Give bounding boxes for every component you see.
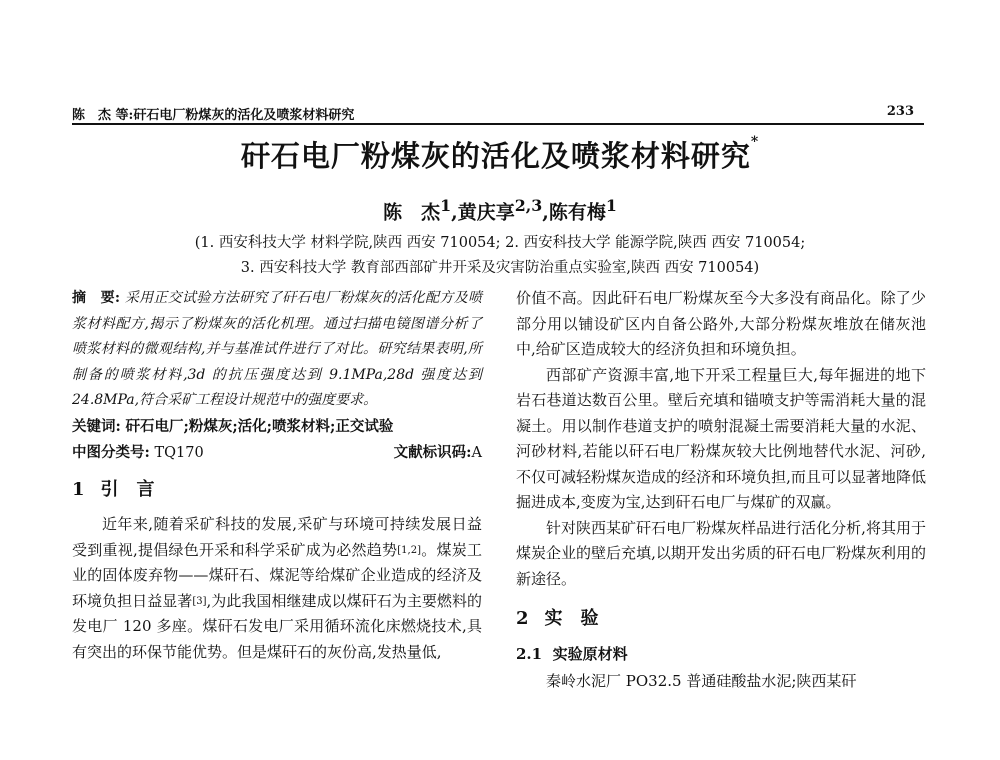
intro-text-c: ,为此我国相继建成以煤矸石为主要燃料的发电厂 120 多座。煤矸石发电厂采用循环流化床燃烧技术,具有突出的环保节能优势。但是煤矸石的灰份高,发热量低, [72, 591, 482, 661]
abstract-text: 采用正交试验方法研究了矸石电厂粉煤灰的活化配方及喷浆材料配方,揭示了粉煤灰的活化机理。通过扫描电镜图谱分析了喷浆材料的微观结构,并与基准试件进行了对比。研究结果表明,所制备的喷浆材料,3d 的抗压强度达到 9.1MPa,28d 强度达到 24.8MPa,符合采矿工程设计规范中的强度要求。 [72, 290, 483, 408]
header-rule [72, 123, 924, 125]
abstract [72, 286, 482, 414]
author-separator: , [451, 201, 458, 224]
citation-ref: [3] [192, 595, 207, 607]
section-1-heading [72, 477, 482, 503]
section-1-title: 引 言 [100, 478, 155, 500]
abstract-label: 摘 要: [72, 290, 121, 306]
subsection-number: 2.1 [516, 644, 543, 663]
subsection-title: 实验原材料 [552, 644, 628, 663]
paper-title-text: 矸石电厂粉煤灰的活化及喷浆材料研究 [240, 139, 751, 173]
paragraph: 价值不高。因此矸石电厂粉煤灰至今大多没有商品化。除了少部分用以铺设矿区内自备公路外,大部分粉煤灰堆放在储灰池中,给矿区造成较大的经济负担和环境负担。 [516, 289, 926, 358]
affiliation-line-2: 3. 西安科技大学 教育部西部矿井开采及灾害防治重点实验室,陕西 西安 710054) [240, 260, 760, 276]
clc-label: 中图分类号: [72, 444, 150, 461]
author-2-aff: 2,3 [514, 196, 543, 215]
page-number: 233 [886, 104, 914, 119]
keywords-text: 矸石电厂;粉煤灰;活化;喷浆材料;正交试验 [125, 417, 394, 435]
author-2: 黄庆享 [457, 201, 515, 224]
doc-code-value: A [471, 445, 482, 461]
intro-paragraph [72, 512, 482, 665]
section-2-heading [516, 606, 926, 632]
running-header [72, 104, 924, 124]
title-footnote-mark: * [750, 134, 760, 150]
citation-ref: [1,2] [397, 544, 421, 556]
affiliation-line-1: (1. 西安科技大学 材料学院,陕西 西安 710054; 2. 西安科技大学 能源学院,陕西 西安 710054; [194, 235, 806, 251]
paragraph: 西部矿产资源丰富,地下开采工程量巨大,每年掘进的地下岩石巷道达数百公里。壁后充填和锚喷支护等需消耗大量的混凝土。用以制作巷道支护的喷射混凝土需要消耗大量的水泥、河砂材料,若能以矸石电厂粉煤灰较大比例地替代水泥、河砂,不仅可减轻粉煤灰造成的经济和环境负担,而且可以显著地降低掘进成本,变废为宝,达到矸石电厂与煤矿的双赢。 [516, 365, 926, 511]
classification-line [72, 440, 482, 467]
subsection-heading [516, 642, 926, 668]
author-3: 陈有梅 [548, 201, 606, 224]
keywords-label: 关键词: [72, 417, 121, 435]
paper-title [0, 134, 1000, 175]
section-2-title: 实 验 [544, 608, 599, 629]
right-column [516, 286, 926, 695]
author-1-aff: 1 [440, 196, 452, 215]
doc-code-label: 文献标识码: [393, 444, 472, 461]
author-3-aff: 1 [605, 196, 617, 215]
section-1-number: 1 [72, 478, 85, 500]
running-title: 陈 杰 等:矸石电厂粉煤灰的活化及喷浆材料研究 [72, 108, 355, 123]
keywords [72, 414, 482, 441]
author-line [0, 196, 1000, 224]
left-column [72, 286, 482, 665]
intro-text-a: 近年来,随着采矿科技的发展,采矿与环境可持续发展日益受到重视,提倡绿色开采和科学采矿成为必然趋势 [72, 515, 482, 559]
author-1: 陈 杰 [383, 201, 441, 224]
paragraph: 秦岭水泥厂 PO32.5 普通硅酸盐水泥;陕西某矸 [546, 672, 857, 690]
clc-value: TQ170 [154, 445, 204, 461]
intro-text-b: 。煤炭工业的固体废弃物——煤矸石、煤泥等给煤矿企业造成的经济及环境负担日益显著 [72, 540, 482, 610]
author-separator: , [542, 201, 549, 224]
section-2-number: 2 [516, 608, 529, 629]
paragraph: 针对陕西某矿矸石电厂粉煤灰样品进行活化分析,将其用于煤炭企业的壁后充填,以期开发出劣质的矸石电厂粉煤灰利用的新途径。 [516, 518, 926, 588]
